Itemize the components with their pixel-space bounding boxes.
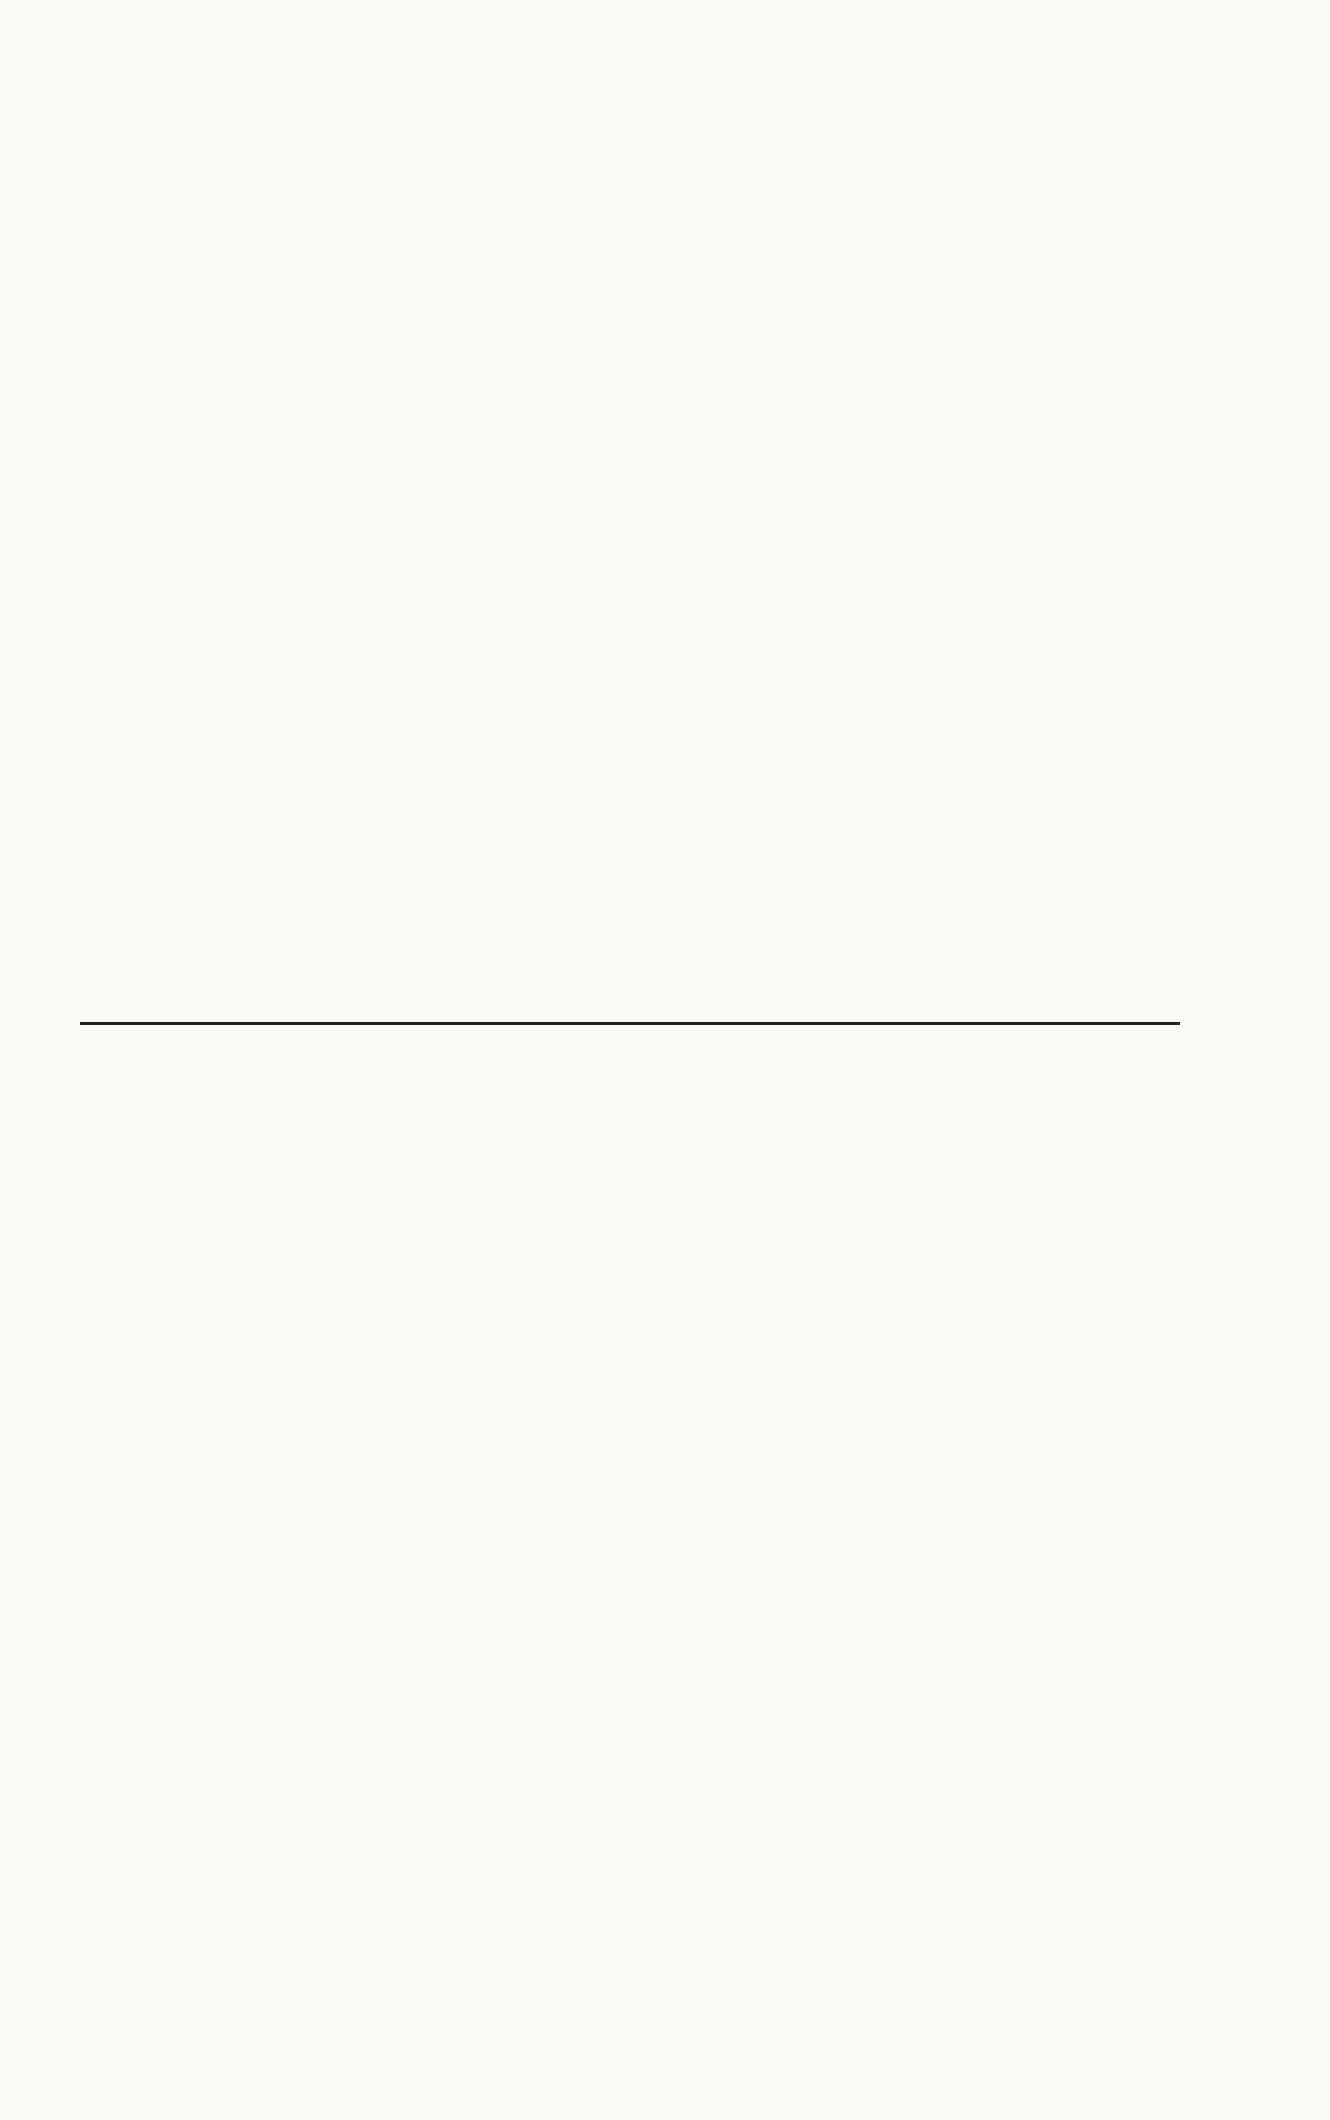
watermark: [640, 1080, 1110, 1240]
section-divider: [80, 1022, 1180, 1025]
